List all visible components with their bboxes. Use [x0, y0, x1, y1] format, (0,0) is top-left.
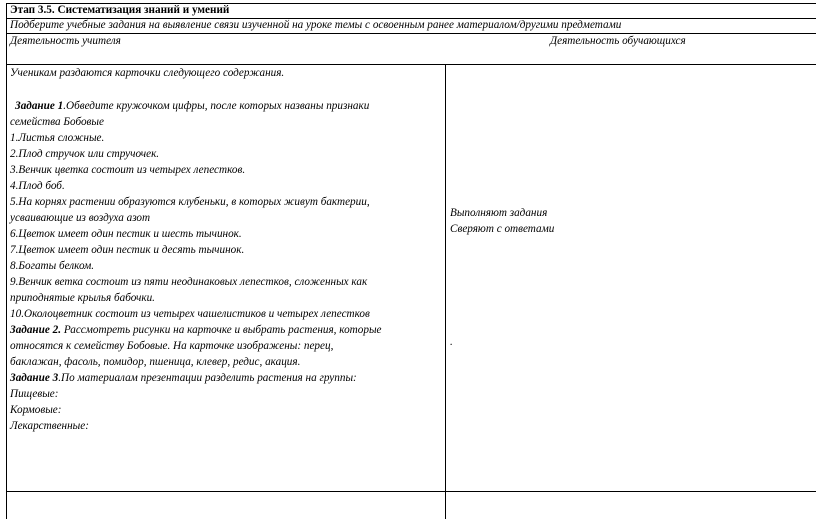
- task1-text: .Обведите кружочком цифры, после которых названы признаки: [63, 100, 370, 112]
- column-header-teacher: Деятельность учителя: [10, 35, 121, 47]
- task1-item: приподнятые крылья бабочки.: [10, 292, 155, 304]
- task1-heading: [15, 99, 369, 115]
- table-left-border: [6, 3, 7, 519]
- task1-item: 1.Листья сложные.: [10, 132, 105, 144]
- students-activity-line: Выполняют задания: [450, 207, 548, 219]
- task1-item: 3.Венчик цветка состоит из четырех лепестков.: [10, 164, 246, 176]
- task1-label: Задание 1: [15, 100, 64, 112]
- table-row-divider-4: [6, 491, 816, 492]
- task1-item: 2.Плод стручок или стручочек.: [10, 148, 160, 160]
- stage-instruction: Подберите учебные задания на выявление связи изученной на уроке темы с освоенным ранее материалом/другими предметами: [10, 19, 622, 31]
- column-header-students: Деятельность обучающихся: [550, 35, 686, 47]
- task3-group: Пищевые:: [10, 388, 59, 400]
- students-mark: .: [450, 336, 453, 348]
- task1-item: 6.Цветок имеет один пестик и шесть тычинок.: [10, 228, 242, 240]
- task3-group: Кормовые:: [10, 404, 62, 416]
- task1-text-continued: семейства Бобовые: [10, 116, 104, 128]
- teacher-intro: Ученикам раздаются карточки следующего содержания.: [10, 67, 285, 79]
- task3-group: Лекарственные:: [10, 420, 89, 432]
- table-row-divider-3: [6, 64, 816, 65]
- task1-item: 10.Околоцветник состоит из четырех чашелистиков и четырех лепестков: [10, 308, 370, 320]
- task1-item: усваивающие из воздуха азот: [10, 212, 151, 224]
- stage-title: Этап 3.5. Систематизация знаний и умений: [10, 4, 230, 16]
- task3-heading: [10, 371, 357, 387]
- task2-text-continued: относятся к семейству Бобовые. На карточке изображены: перец,: [10, 340, 334, 352]
- task1-item: 9.Венчик ветка состоит из пяти неодинаковых лепестков, сложенных как: [10, 276, 368, 288]
- task1-item: 7.Цветок имеет один пестик и десять тычинок.: [10, 244, 245, 256]
- task1-item: 8.Богаты белком.: [10, 260, 95, 272]
- students-activity-line: Сверяют с ответами: [450, 223, 555, 235]
- task2-label: Задание 2.: [10, 324, 62, 336]
- task1-item: 4.Плод боб.: [10, 180, 65, 192]
- task2-heading: [10, 323, 382, 339]
- task2-text-continued: баклажан, фасоль, помидор, пшеница, клевер, редис, акация.: [10, 356, 301, 368]
- task2-text: Рассмотреть рисунки на карточке и выбрать растения, которые: [61, 324, 382, 336]
- task3-text: .По материалам презентации разделить растения на группы:: [58, 372, 357, 384]
- task1-item: 5.На корнях растении образуются клубеньки, в которых живут бактерии,: [10, 196, 370, 208]
- table-column-divider: [445, 64, 446, 519]
- task3-label: Задание 3: [10, 372, 59, 384]
